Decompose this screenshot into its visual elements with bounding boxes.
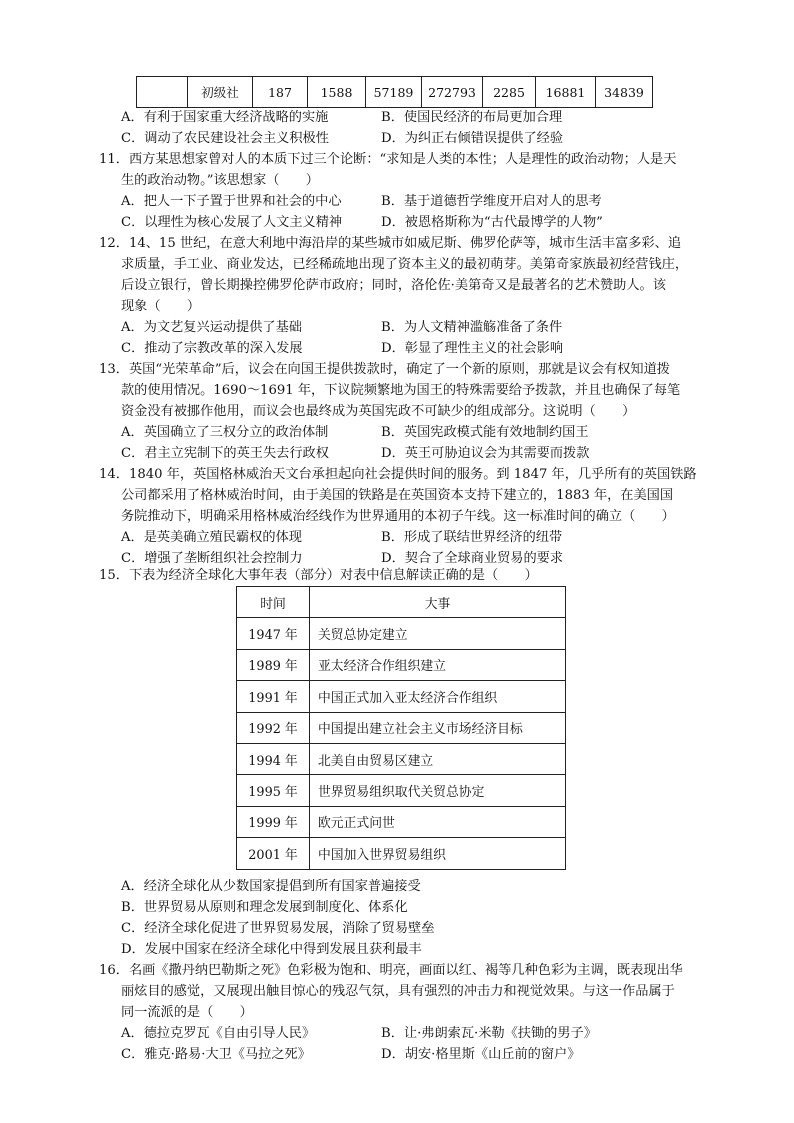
table-row — [237, 681, 566, 712]
q12-stem-line-2: 求质量，手工业、商业发达，已经稀疏地出现了资本主义的最初萌芽。美第奇家族最初经营钱庄， — [121, 257, 689, 272]
q15-option-c[interactable]: C．经济全球化促进了世界贸易发展，消除了贸易壁垒 — [121, 921, 435, 936]
q15-option-a[interactable]: A．经济全球化从少数国家提倡到所有国家普遍接受 — [121, 879, 421, 894]
table-cell-event: 中国加入世界贸易组织 — [310, 838, 566, 869]
q16-option-d[interactable]: D．胡安·格里斯《山丘前的窗户》 — [381, 1047, 581, 1062]
q13-stem-line-1: 13．英国“光荣革命”后，议会在向国王提供拨款时，确定了一个新的原则，那就是议会有权知道拨 — [99, 362, 670, 377]
table-cell-year: 1992 年 — [237, 712, 310, 743]
table-cell-year: 1989 年 — [237, 649, 310, 680]
table-cell-event: 亚太经济合作组织建立 — [310, 649, 566, 680]
q13-stem-line-3: 资金没有被挪作他用，而议会也最终成为英国宪政不可缺少的组成部分。这说明（ ） — [121, 404, 636, 419]
table-cell: 初级社 — [188, 77, 253, 108]
table-cell-year: 2001 年 — [237, 838, 310, 869]
table-cell-event: 中国正式加入亚太经济合作组织 — [310, 681, 566, 712]
q11-option-d[interactable]: D．被恩格斯称为“古代最博学的人物” — [381, 215, 603, 230]
q12-option-d[interactable]: D．彰显了理性主义的社会影响 — [381, 341, 564, 356]
q10-option-d[interactable]: D．为纠正右倾错误提供了经验 — [381, 131, 564, 146]
table-cell-year: 1994 年 — [237, 743, 310, 774]
table-cell: 1588 — [308, 77, 366, 108]
table-header-row — [237, 587, 566, 618]
globalization-events-table — [236, 586, 566, 870]
table-cell-event: 北美自由贸易区建立 — [310, 743, 566, 774]
table-row — [237, 775, 566, 806]
q14-option-c[interactable]: C．增强了垄断组织社会控制力 — [121, 551, 303, 566]
q12-option-a[interactable]: A．为文艺复兴运动提供了基础 — [121, 320, 302, 335]
table-cell-event: 世界贸易组织取代关贸总协定 — [310, 775, 566, 806]
q16-option-a[interactable]: A．德拉克罗瓦《自由引导人民》 — [121, 1026, 316, 1041]
q16-option-c[interactable]: C．雅克·路易·大卫《马拉之死》 — [121, 1047, 311, 1062]
q13-option-b[interactable]: B．英国宪政模式能有效地制约国王 — [381, 425, 589, 440]
q16-option-b[interactable]: B．让·弗朗索瓦·米勒《扶锄的男子》 — [381, 1026, 597, 1041]
q13-option-a[interactable]: A．英国确立了三权分立的政治体制 — [121, 425, 329, 440]
table-cell-year: 1991 年 — [237, 681, 310, 712]
table-row — [237, 618, 566, 649]
table-cell: 16881 — [536, 77, 596, 108]
table-row — [237, 649, 566, 680]
q12-option-b[interactable]: B．为人文精神滥觞准备了条件 — [381, 320, 563, 335]
table-header-time: 时间 — [237, 587, 310, 618]
q16-stem-line-1: 16．名画《撒丹纳巴勒斯之死》色彩极为饱和、明亮，画面以红、褐等几种色彩为主调，既表现出华 — [99, 963, 683, 978]
table-cell-event: 关贸总协定建立 — [310, 618, 566, 649]
table-cell: 272793 — [422, 77, 483, 108]
q14-option-d[interactable]: D．契合了全球商业贸易的要求 — [381, 551, 564, 566]
table-cell: 2285 — [483, 77, 536, 108]
q15-option-b[interactable]: B．世界贸易从原则和理念发展到制度化、体系化 — [121, 900, 408, 915]
q13-option-c[interactable]: C．君主立宪制下的英王失去行政权 — [121, 446, 329, 461]
q11-stem-line-1: 11．西方某思想家曾对人的本质下过三个论断：“求知是人类的本性；人是理性的政治动物；人是天 — [99, 152, 677, 167]
table-row — [237, 712, 566, 743]
table-cell: 57189 — [366, 77, 422, 108]
table-cell: 34839 — [596, 77, 653, 108]
table-cell-event: 欧元正式问世 — [310, 806, 566, 837]
q12-stem-line-1: 12．14、15 世纪，在意大利地中海沿岸的某些城市如威尼斯、佛罗伦萨等，城市生活丰富多彩、追 — [99, 236, 682, 251]
q13-option-d[interactable]: D．英王可胁迫议会为其需要而拨款 — [381, 446, 590, 461]
table-cell-year: 1999 年 — [237, 806, 310, 837]
q14-stem-line-3: 务院推动下，明确采用格林威治经线作为世界通用的本初子午线。这一标准时间的确立（ ） — [121, 509, 675, 524]
table-cell-event: 中国提出建立社会主义市场经济目标 — [310, 712, 566, 743]
table-row — [237, 743, 566, 774]
cooperative-stats-table — [136, 76, 653, 108]
q10-option-b[interactable]: B．使国民经济的布局更加合理 — [381, 110, 563, 125]
q11-stem-line-2: 生的政治动物。”该思想家（ ） — [121, 173, 319, 188]
table-row — [237, 806, 566, 837]
q14-option-a[interactable]: A．是英美确立殖民霸权的体现 — [121, 530, 302, 545]
q10-option-a[interactable]: A．有利于国家重大经济战略的实施 — [121, 110, 329, 125]
q15-stem: 15．下表为经济全球化大事年表（部分）对表中信息解读正确的是（ ） — [99, 568, 538, 583]
table-row — [137, 77, 653, 108]
q16-stem-line-2: 丽炫目的感觉，又展现出触目惊心的残忍气氛，具有强烈的冲击力和视觉效果。与这一作品属于 — [121, 984, 675, 999]
q14-stem-line-2: 公司都采用了格林威治时间，由于美国的铁路是在英国资本支持下建立的，1883 年，在美国国 — [121, 488, 674, 503]
table-cell: 187 — [253, 77, 308, 108]
q14-option-b[interactable]: B．形成了联结世界经济的纽带 — [381, 530, 563, 545]
q10-option-c[interactable]: C．调动了农民建设社会主义积极性 — [121, 131, 329, 146]
q12-stem-line-3: 后设立银行，曾长期操控佛罗伦萨市政府；同时，洛伦佐·美第奇又是最著名的艺术赞助人。该 — [121, 278, 666, 293]
q16-stem-line-3: 同一流派的是（ ） — [121, 1005, 253, 1020]
q12-stem-line-4: 现象（ ） — [121, 299, 201, 314]
q11-option-b[interactable]: B．基于道德哲学维度开启对人的思考 — [381, 194, 602, 209]
table-row — [237, 838, 566, 869]
table-cell — [137, 77, 188, 108]
table-header-event: 大事 — [310, 587, 566, 618]
q14-stem-line-1: 14．1840 年，英国格林威治天文台承担起向社会提供时间的服务。到 1847 年，几乎所有的英国铁路 — [99, 467, 697, 482]
q11-option-a[interactable]: A．把人一下子置于世界和社会的中心 — [121, 194, 342, 209]
q11-option-c[interactable]: C．以理性为核心发展了人文主义精神 — [121, 215, 343, 230]
table-cell-year: 1995 年 — [237, 775, 310, 806]
q15-option-d[interactable]: D．发展中国家在经济全球化中得到发展且获利最丰 — [121, 942, 422, 957]
q13-stem-line-2: 款的使用情况。1690～1691 年，下议院频繁地为国王的特殊需要给予拨款，并且也确保了每笔 — [121, 383, 681, 398]
table-cell-year: 1947 年 — [237, 618, 310, 649]
q12-option-c[interactable]: C．推动了宗教改革的深入发展 — [121, 341, 303, 356]
